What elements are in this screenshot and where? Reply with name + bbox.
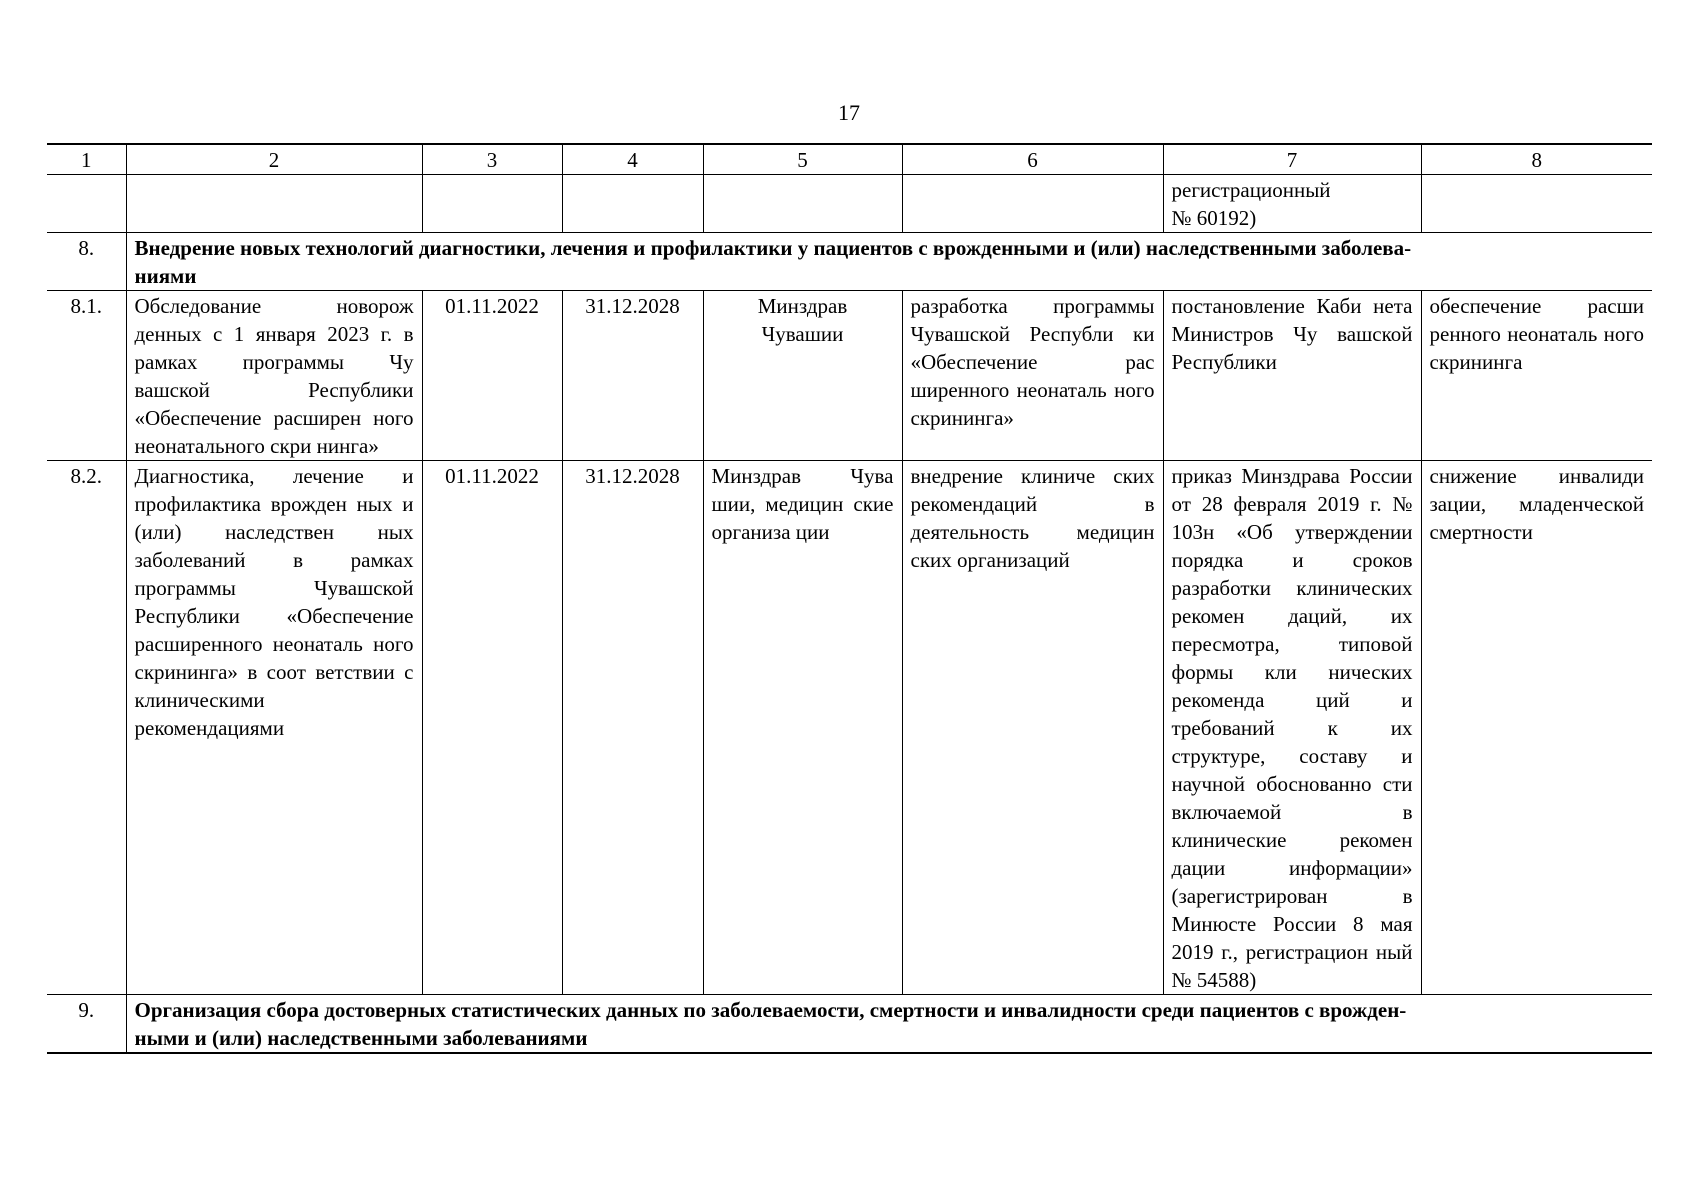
section-8-title xyxy=(126,233,1652,291)
start-date-cell: 01.11.2022 xyxy=(422,461,562,995)
event-cell xyxy=(126,461,422,995)
text-line: расширенного неонаталь xyxy=(134,632,363,656)
table-cell xyxy=(562,175,703,233)
column-number: 4 xyxy=(562,144,703,175)
text-line: Республики «Обеспечение xyxy=(134,604,414,628)
text-line: ного неонатального скри xyxy=(134,406,414,458)
text-line: Чувашской Республи xyxy=(910,322,1114,346)
item-number: 8.1. xyxy=(47,291,126,461)
text-line: ного скрининга» в соот xyxy=(134,632,414,684)
table-cell xyxy=(422,175,562,233)
section-title-text: Организация сбора достоверных статистических данных по заболеваемости, смертности и инвалидности среди пациентов с врожден- xyxy=(134,998,1407,1022)
text-line: ширенного неонаталь xyxy=(910,378,1107,402)
text-line: Чувашии xyxy=(761,322,844,346)
text-line: Диагностика, лечение и xyxy=(134,464,414,488)
text-line: зации, младенческой xyxy=(1429,492,1644,516)
column-number: 2 xyxy=(126,144,422,175)
column-number: 6 xyxy=(902,144,1163,175)
text-line: клинические рекомен xyxy=(1171,828,1413,852)
column-number-header-row xyxy=(47,144,1652,175)
section-9-row xyxy=(47,995,1652,1054)
text-line: ветствии с клиническими xyxy=(134,660,414,712)
document-cell xyxy=(1163,291,1421,461)
text-line: деятельность медицин xyxy=(910,520,1155,544)
text-line: рекомендациями xyxy=(134,716,285,740)
text-line: программы Чувашской xyxy=(134,576,414,600)
section-title-text: Внедрение новых технологий диагностики, лечения и профилактики у пациентов с врожденными и (или) наследственными заболева- xyxy=(134,236,1412,260)
document-cell xyxy=(1163,461,1421,995)
text-line: № 60192) xyxy=(1171,206,1257,230)
text-line: Минздрав xyxy=(757,294,848,318)
text-line: Минздрав Чува xyxy=(711,464,894,488)
text-line: дации информации» xyxy=(1171,856,1413,880)
text-line: ции xyxy=(795,520,830,544)
text-line: нета Министров Чу xyxy=(1171,294,1413,346)
text-line: ки «Обеспечение рас xyxy=(910,322,1155,374)
end-date-cell: 31.12.2028 xyxy=(562,291,703,461)
text-line: 2019 г., регистрацион xyxy=(1171,940,1369,964)
text-line: ций и требований к их xyxy=(1171,688,1413,740)
text-line: приказ Минздрава xyxy=(1171,464,1340,488)
text-line: (зарегистрирован в xyxy=(1171,884,1413,908)
text-line: даций, их пересмотра, xyxy=(1171,604,1413,656)
text-line: денных с 1 января 2023 г. xyxy=(134,322,393,346)
text-line: и сроков разработки xyxy=(1171,548,1413,600)
text-line: ных заболеваний в рамках xyxy=(134,520,414,572)
table-cell xyxy=(47,175,126,233)
plan-table xyxy=(47,143,1652,1054)
executor-cell xyxy=(703,461,902,995)
section-title-text: ными и (или) наследственными заболеваниями xyxy=(134,1026,588,1050)
row-8-1 xyxy=(47,291,1652,461)
result-cell xyxy=(902,291,1163,461)
text-line: снижение инвалиди xyxy=(1429,464,1644,488)
text-line: научной обоснованно xyxy=(1171,772,1372,796)
text-line: ских организаций xyxy=(910,548,1070,572)
text-line: ный № 54588) xyxy=(1171,940,1413,992)
text-line: внедрение клиниче xyxy=(910,464,1096,488)
section-number: 9. xyxy=(47,995,126,1054)
text-line: ного скрининга» xyxy=(910,378,1155,430)
text-line: ренного неонаталь xyxy=(1429,322,1598,346)
end-date-cell: 31.12.2028 xyxy=(562,461,703,995)
text-line: обеспечение расши xyxy=(1429,294,1644,318)
text-line: России от 28 февраля xyxy=(1171,464,1413,516)
section-8-row xyxy=(47,233,1652,291)
section-title-text: ниями xyxy=(134,264,197,288)
text-line: разработка программы xyxy=(910,294,1155,318)
text-line: нических рекоменда xyxy=(1171,660,1413,712)
section-number: 8. xyxy=(47,233,126,291)
text-line: ных и (или) наследствен xyxy=(134,492,414,544)
start-date-cell: 01.11.2022 xyxy=(422,291,562,461)
text-line: Обследование новорож xyxy=(134,294,414,318)
text-line: клинических рекомен xyxy=(1171,576,1413,628)
text-line: профилактика врожден xyxy=(134,492,347,516)
section-9-title xyxy=(126,995,1652,1054)
continuation-document-cell xyxy=(1163,175,1421,233)
result-cell xyxy=(902,461,1163,995)
table-cell xyxy=(703,175,902,233)
text-line: ские организа xyxy=(711,492,894,544)
text-line: структуре, составу и xyxy=(1171,744,1413,768)
text-line: типовой формы кли xyxy=(1171,632,1413,684)
text-line: смертности xyxy=(1429,520,1533,544)
column-number: 8 xyxy=(1421,144,1652,175)
text-line: вашской Республики xyxy=(134,378,414,402)
column-number: 3 xyxy=(422,144,562,175)
indicator-cell xyxy=(1421,461,1652,995)
executor-cell xyxy=(703,291,902,461)
page-number: 17 xyxy=(838,100,860,125)
text-line: шии, медицин xyxy=(711,492,844,516)
text-line: регистрационный xyxy=(1171,178,1331,202)
item-number: 8.2. xyxy=(47,461,126,995)
table-cell xyxy=(902,175,1163,233)
column-number: 7 xyxy=(1163,144,1421,175)
text-line: нинга» xyxy=(316,434,379,458)
text-line: «Обеспечение расширен xyxy=(134,406,362,430)
text-line: Минюсте России 8 мая xyxy=(1171,912,1413,936)
text-line: сти включаемой в xyxy=(1171,772,1413,824)
text-line: вашской Республики xyxy=(1171,322,1413,374)
column-number: 1 xyxy=(47,144,126,175)
table-cell xyxy=(126,175,422,233)
text-line: 2019 г. № 103н «Об xyxy=(1171,492,1413,544)
indicator-cell xyxy=(1421,291,1652,461)
continuation-row xyxy=(47,175,1652,233)
row-8-2 xyxy=(47,461,1652,995)
text-line: в рамках программы Чу xyxy=(134,322,414,374)
event-cell xyxy=(126,291,422,461)
column-number: 5 xyxy=(703,144,902,175)
text-line: ного скрининга xyxy=(1429,322,1644,374)
text-line: ских рекомендаций в xyxy=(910,464,1155,516)
text-line: постановление Каби xyxy=(1171,294,1362,318)
text-line: утверждении порядка xyxy=(1171,520,1413,572)
table-cell xyxy=(1421,175,1652,233)
